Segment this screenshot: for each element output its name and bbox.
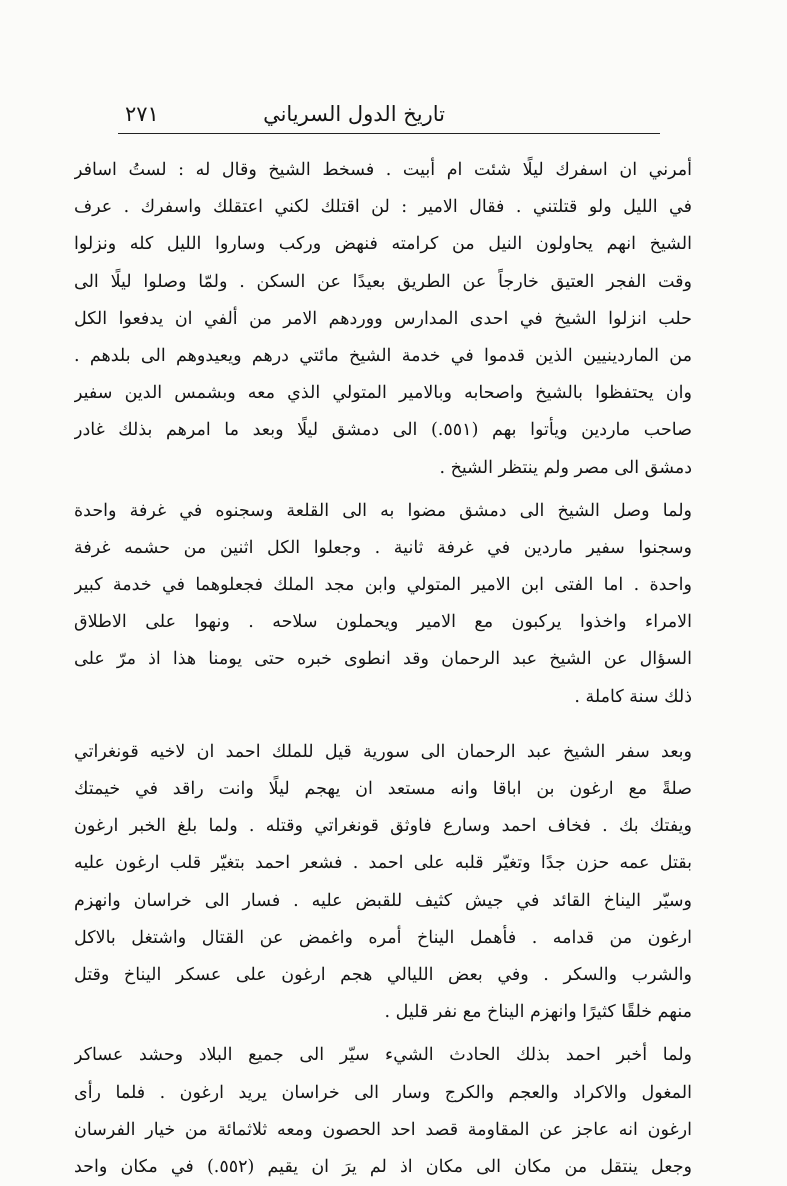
paragraph-gap (74, 716, 692, 734)
text-line: ذلك سنة كاملة . (574, 686, 692, 707)
paragraph (74, 493, 692, 716)
paragraph (74, 1037, 692, 1186)
running-header (125, 100, 660, 136)
text-line: الشيخ انهم يحاولون النيل من كرامته فنهض وركب وساروا الليل كله ونزلوا (74, 234, 692, 255)
text-line: صاحب ماردين ويأتوا بهم (٥٥١.) الى دمشق ليلًا وبعد ما امرهم بذلك غادر (74, 420, 692, 441)
text-line: بقتل عمه حزن جدًا وتغيّر قلبه على احمد . فشعر احمد بتغيّر قلب ارغون عليه (74, 853, 692, 874)
text-line: ولما أخبر احمد بذلك الحادث الشيء سيّر الى جميع البلاد وحشد عساكر (74, 1045, 692, 1066)
text-line: ويفتك بك . فخاف احمد وسارع فاوثق قونغراتي وقتله . ولما بلغ الخبر ارغون (74, 816, 692, 837)
text-line: ولما وصل الشيخ الى دمشق مضوا به الى القلعة وسجنوه في غرفة واحدة (74, 500, 692, 521)
text-line: وبعد سفر الشيخ عبد الرحمان الى سورية قيل للملك احمد ان لاخيه قونغراتي (74, 741, 692, 762)
text-line: منهم خلقًا كثيرًا وانهزم اليناخ مع نفر قليل . (384, 1002, 692, 1023)
text-line: وسيّر اليناخ القائد في جيش كثيف للقبض عليه . فسار الى خراسان وانهزم (74, 890, 692, 911)
text-line: ارغون انه عاجز عن المقاومة قصد احد الحصون ومعه ثلاثمائة من خيار الفرسان (74, 1119, 692, 1140)
text-line: المغول والاكراد والعجم والكرج وسار الى خراسان يريد ارغون . فلما رأى (74, 1082, 692, 1103)
text-line: السؤال عن الشيخ عبد الرحمان وقد انطوى خبره حتى يومنا هذا اذ مرّ على (74, 649, 692, 670)
header-rule (118, 133, 660, 134)
text-line: والشرب والسكر . وفي بعض الليالي هجم ارغون على عسكر اليناخ وقتل (74, 964, 692, 985)
text-line: صلةً مع ارغون بن اباقا وانه مستعد ان يهجم ليلًا وانت راقد في خيمتك (74, 779, 692, 799)
text-line: وجعل ينتقل من مكان الى مكان اذ لم يرَ ان يقيم (٥٥٢.) في مكان واحد (74, 1156, 692, 1177)
text-line: وقت الفجر العتيق خارجاً عن الطريق بعيدًا عن السكن . ولمّا وصلوا ليلًا الى (74, 271, 692, 292)
header-title: تاريخ الدول السرياني (263, 102, 445, 126)
text-line: ارغون من قدامه . فأهمل اليناخ أمره واغمض عن القتال واشتغل بالاكل (74, 927, 692, 948)
body-text (74, 152, 692, 1186)
text-line: واحدة . اما الفتى ابن الامير المتولي وابن مجد الملك فجعلوهما في خدمة كبير (74, 575, 692, 596)
paragraph (74, 734, 692, 1032)
text-line: في الليل ولو قتلتني . فقال الامير : لن اقتلك لكني اعتقلك واسفرك . عرف (74, 197, 692, 218)
text-line: وان يحتفظوا بالشيخ واصحابه وبالامير المتولي الذي معه وبشمس الدين سفير (74, 383, 692, 404)
text-line: حلب انزلوا الشيخ في احدى المدارس ووردهم الامر من ألفي ان يدفعوا الكل (74, 308, 692, 329)
page-number: ٢٧١ (125, 102, 159, 126)
text-line: دمشق الى مصر ولم ينتظر الشيخ . (439, 457, 692, 478)
text-line: من الماردينيين الذين قدموا في خدمة الشيخ مائتي درهم ويعيدوهم الى بلدهم . (74, 345, 692, 366)
paragraph (74, 152, 692, 487)
text-line: الامراء واخذوا يركبون مع الامير ويحملون سلاحه . ونهوا على الاطلاق (74, 612, 692, 633)
text-line: أمرني ان اسفرك ليلًا شئت ام أبيت . فسخط الشيخ وقال له : لستُ اسافر (74, 160, 692, 180)
text-line: وسجنوا سفير ماردين في غرفة ثانية . وجعلوا الكل اثنين من حشمه غرفة (74, 537, 692, 558)
